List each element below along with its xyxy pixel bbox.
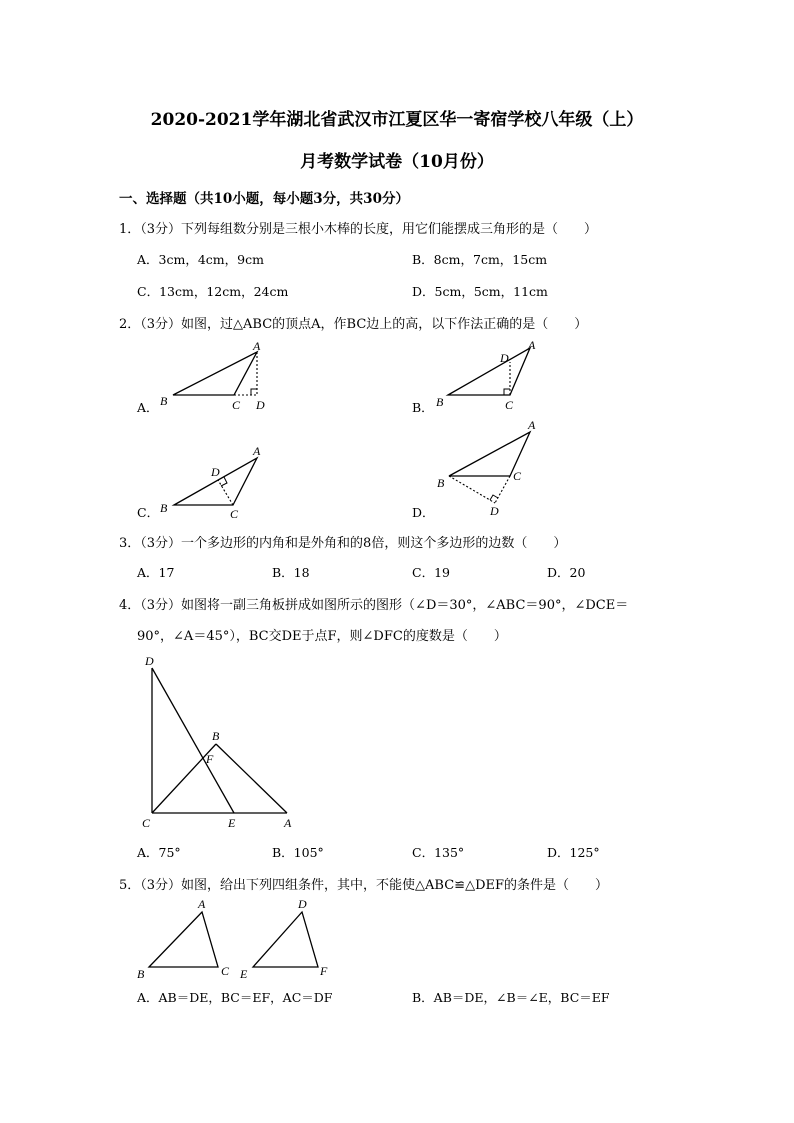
label-b: B (137, 967, 145, 981)
q4-option-c: C．135° (412, 845, 465, 860)
label-a: A (253, 339, 261, 353)
question-stem: 如图，给出下列四组条件，其中，不能使△ABC≌△DEF的条件是（ ） (181, 878, 608, 893)
label-e: E (228, 816, 236, 830)
q2-option-b: B． (412, 400, 434, 415)
question-number: 4．（3分） (119, 598, 182, 613)
triangle-def (253, 912, 318, 967)
label-b: B (160, 501, 168, 515)
q3-option-c: C．19 (412, 565, 450, 580)
label-c: C (230, 507, 239, 521)
question-stem: 如图，过△ABC的顶点A，作BC边上的高，以下作法正确的是（ ） (181, 317, 588, 332)
question-stem-line1: 如图将一副三角板拼成如图所示的图形（∠D＝30°，∠ABC＝90°，∠DCE＝ (181, 598, 629, 613)
label-a: A (528, 338, 536, 352)
exam-title-line2: 月考数学试卷（10月份） (300, 152, 494, 172)
label-c: C (505, 398, 514, 412)
label-b: B (437, 476, 445, 490)
q3-option-a: A．17 (137, 565, 175, 580)
q4-option-b: B．105° (272, 845, 324, 860)
question-number: 5．（3分） (119, 878, 182, 893)
question-stem: 一个多边形的内角和是外角和的8倍，则这个多边形的边数（ ） (181, 536, 567, 551)
q1-option-c: C．13cm，12cm，24cm (137, 284, 289, 299)
q2-option-a: A． (137, 400, 159, 415)
question-number: 2．（3分） (119, 317, 182, 332)
q3-option-d: D．20 (547, 565, 586, 580)
exam-title-line1: 2020-2021学年湖北省武汉市江夏区华一寄宿学校八年级（上） (150, 110, 644, 130)
label-a: A (528, 418, 536, 432)
q1-option-b: B．8cm，7cm，15cm (412, 252, 548, 267)
q2-option-c: C． (137, 505, 160, 520)
label-d: D (145, 654, 154, 668)
label-c: C (513, 469, 522, 483)
label-b: B (212, 729, 220, 743)
question-number: 3．（3分） (119, 536, 182, 551)
q3-option-b: B．18 (272, 565, 310, 580)
q4-option-a: A．75° (137, 845, 181, 860)
q1-option-a: A．3cm，4cm，9cm (137, 252, 264, 267)
label-f: F (206, 752, 214, 766)
label-b: B (160, 394, 168, 408)
label-a: A (253, 444, 261, 458)
label-d: D (211, 465, 220, 479)
q4-option-d: D．125° (547, 845, 600, 860)
label-d: D (298, 897, 307, 911)
triangle-abc (149, 912, 218, 967)
label-c: C (221, 964, 230, 978)
question-stem: 下列每组数分别是三根小木棒的长度，用它们能摆成三角形的是（ ） (181, 222, 598, 237)
label-b: B (436, 395, 444, 409)
question-4-line2: 90°，∠A＝45°），BC交DE于点F，则∠DFC的度数是（ ） (137, 629, 507, 644)
label-d: D (256, 398, 265, 412)
q2-option-d: D． (412, 505, 435, 520)
label-f: F (320, 964, 328, 978)
label-d: D (490, 504, 499, 518)
section-heading: 一、选择题（共10小题，每小题3分，共30分） (119, 191, 409, 207)
q1-option-d: D．5cm，5cm，11cm (412, 284, 548, 299)
label-e: E (240, 967, 248, 981)
label-c: C (142, 816, 151, 830)
q5-option-a: A．AB＝DE，BC＝EF，AC＝DF (137, 990, 333, 1005)
label-d: D (500, 351, 509, 365)
label-a: A (284, 816, 292, 830)
label-a: A (198, 897, 206, 911)
q5-option-b: B．AB＝DE，∠B＝∠E，BC＝EF (412, 990, 610, 1005)
label-c: C (232, 398, 241, 412)
question-number: 1．（3分） (119, 222, 182, 237)
